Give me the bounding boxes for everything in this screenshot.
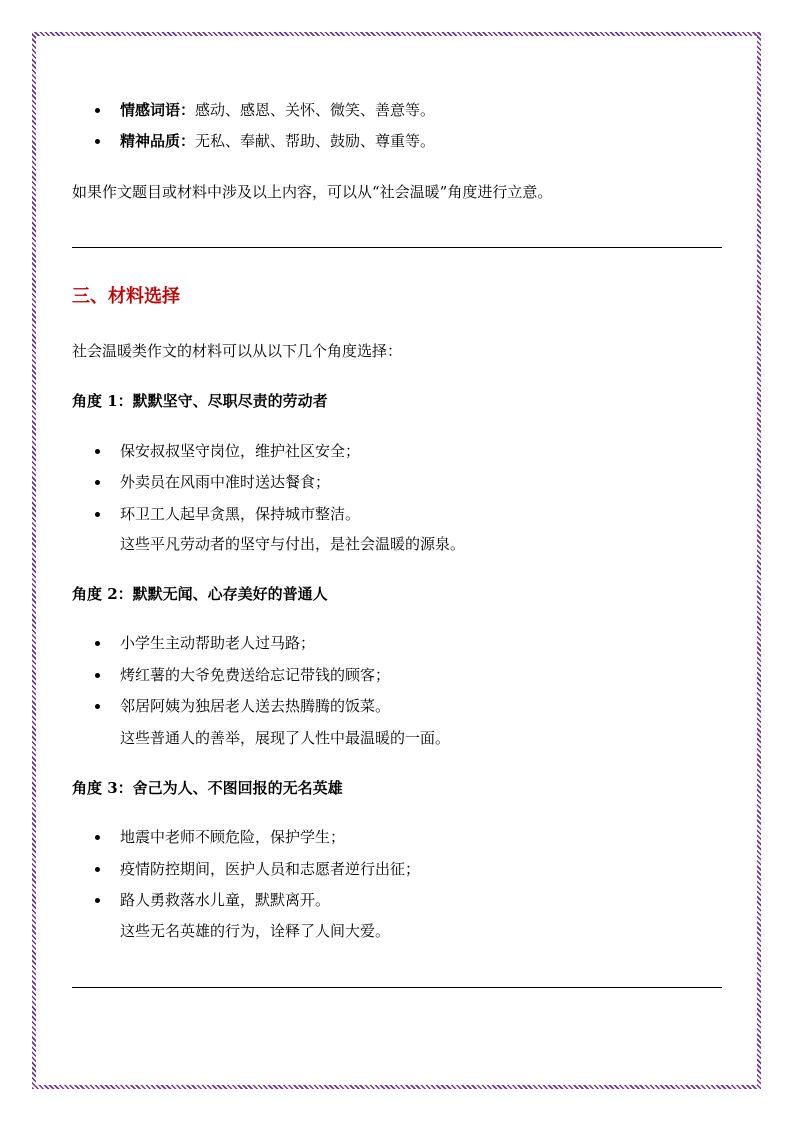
bullet-label: 精神品质： <box>120 132 196 150</box>
bullet-icon <box>95 673 100 678</box>
angle-summary: 这些平凡劳动者的坚守与付出，是社会温暖的源泉。 <box>120 535 466 553</box>
bullet-icon <box>95 512 100 517</box>
bullet-icon <box>95 867 100 872</box>
bullet-icon <box>95 108 100 113</box>
intro-conclusion: 如果作文题目或材料中涉及以上内容，可以从“社会温暖”角度进行立意。 <box>72 183 553 201</box>
horizontal-rule <box>72 987 722 988</box>
bullet-text: 无私、奉献、帮助、鼓励、尊重等。 <box>195 132 436 150</box>
section-intro: 社会温暖类作文的材料可以从以下几个角度选择： <box>72 342 403 360</box>
bullet-icon <box>95 835 100 840</box>
horizontal-rule <box>72 247 722 248</box>
angle-heading: 角度 3：舍己为人、不图回报的无名英雄 <box>72 779 343 797</box>
bullet-icon <box>95 480 100 485</box>
bullet-text: 感动、感恩、关怀、微笑、善意等。 <box>195 101 436 119</box>
section-heading: 三、材料选择 <box>72 286 180 307</box>
angle-heading: 角度 2：默默无闻、心存美好的普通人 <box>72 585 328 603</box>
angle-summary: 这些无名英雄的行为，诠释了人间大爱。 <box>120 922 391 940</box>
bullet-icon <box>95 898 100 903</box>
angle-heading: 角度 1：默默坚守、尽职尽责的劳动者 <box>72 392 328 410</box>
bullet-label: 情感词语： <box>120 101 196 119</box>
bullet-icon <box>95 641 100 646</box>
bullet-icon <box>95 449 100 454</box>
bullet-icon <box>95 139 100 144</box>
angle-summary: 这些普通人的善举，展现了人性中最温暖的一面。 <box>120 729 451 747</box>
bullet-icon <box>95 704 100 709</box>
